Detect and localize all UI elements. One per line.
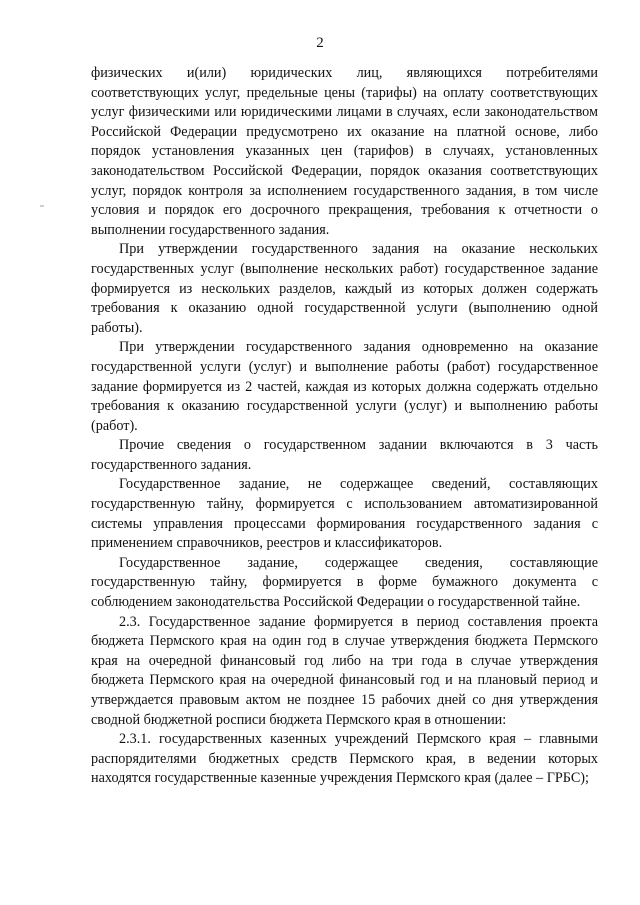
paragraph-section-2-3: 2.3. Государственное задание формируется в период составления проекта бюджета Пермского края на один год в случае утверждения бюджета Пермского края на очередной финансовый год либо на три года в случае утверждения бюджета Пермского края на очередной финансовый год и на плановый период и утверждается правовым актом не позднее 15 рабочих дней со дня утверждения сводной бюджетной росписи бюджета Пермского края в отношении: [91,613,598,728]
page-number: 2 [316,35,324,51]
paragraph: Государственное задание, не содержащее сведений, составляющих государственную тайну, формируется с использованием автоматизированной системы управления процессами формирования государственного задания с применением справочников, реестров и классификаторов. [91,476,598,552]
paragraph: Прочие сведения о государственном задании включаются в 3 часть государственного задания. [91,437,598,473]
document-body [91,64,598,789]
paragraph: Государственное задание, содержащее сведения, составляющие государственную тайну, формируется в форме бумажного документа с соблюдением законодательства Российской Федерации о государственной тайне. [91,554,598,611]
paragraph-continuation: физических и(или) юридических лиц, являющихся потребителями соответствующих услуг, предельные цены (тарифы) на оплату соответствующих услуг физическими или юридическими лицами в случаях, если законодательством Российской Федерации предусмотрено их оказание на платной основе, либо порядок установления указанных цен (тарифов) в случаях, установленных законодательством Российской Федерации, порядок оказания соответствующих услуг, порядок контроля за исполнением государственного задания, в том числе условия и порядок его досрочного прекращения, требования к отчетности о выполнении государственного задания. [91,65,598,238]
margin-mark [40,205,44,207]
paragraph: При утверждении государственного задания одновременно на оказание государственной услуги (услуг) и выполнение работы (работ) государственное задание формируется из 2 частей, каждая из которых должна содержать отдельно требования к оказанию государственной услуги (услуг) и выполнению работы (работ). [91,339,598,434]
paragraph: При утверждении государственного задания на оказание нескольких государственных услуг (выполнение нескольких работ) государственное задание формируется из нескольких разделов, каждый из которых должен содержать требования к оказанию одной государственной услуги (выполнению одной работы). [91,241,598,336]
paragraph-section-2-3-1: 2.3.1. государственных казенных учреждений Пермского края – главными распорядителями бюджетных средств Пермского края, в ведении которых находятся государственные казенные учреждения Пермского края (далее – ГРБС); [91,731,598,787]
